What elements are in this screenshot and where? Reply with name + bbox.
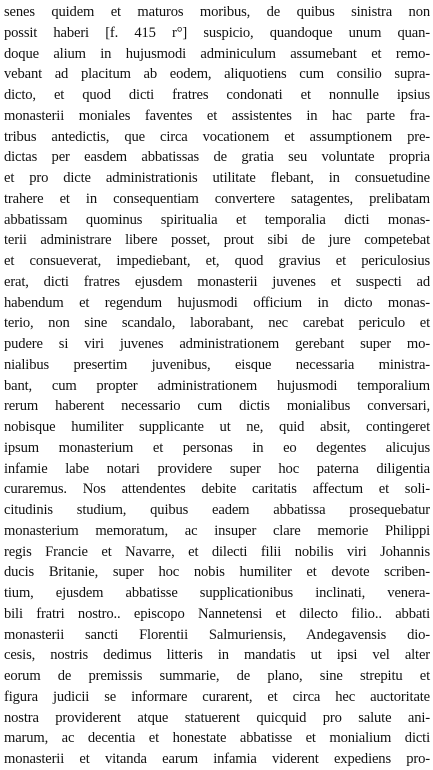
text-line: habendum et regendum hujusmodi officium in dicto monas- [4, 294, 430, 311]
text-line: figura judicii se informare curarent, et circa hec auctoritate [4, 688, 430, 705]
text-line: et pro dicte administrationis utilitate flebant, in consuetudine [4, 170, 430, 186]
text-line: bant, cum propter administrationem hujusmodi temporalium [4, 377, 430, 394]
text-line: pudere si viri juvenes administrationem gerebant super mo- [4, 336, 430, 352]
text-line: eorum de premissis summarie, de plano, sine strepitu et [4, 668, 430, 684]
text-line: nostra providerent atque statuerent quicquid pro salute ani- [4, 709, 430, 726]
text-line: dictas per easdem abbatissas de gratia seu voluntate propria [4, 149, 430, 166]
text-line: monasterium memoratum, ac insuper clare memorie Philippi [4, 522, 430, 539]
text-line: vebant ad placitum ab eodem, aliquotiens cum consilio supra- [4, 66, 430, 83]
text-line: tribus antedictis, que circa vocationem et assumptionem pre- [4, 128, 430, 145]
body-text [4, 2, 430, 770]
text-line: senes quidem et maturos moribus, de quibus sinistra non [4, 4, 430, 20]
text-line: nialibus presertim juvenibus, eisque necessaria ministra- [4, 356, 430, 373]
text-line: et consueverat, impediebant, et, quod gravius et periculosius [4, 253, 430, 269]
text-line: rerum haberent necessario cum dictis monialibus conversari, [4, 398, 430, 415]
text-line: cesis, nostris dedimus litteris in mandatis ut ipsi vel alter [4, 647, 430, 664]
text-line: ipsum monasterium et personas in eo degentes alicujus [4, 439, 430, 456]
text-line: erat, dicti fratres ejusdem monasterii juvenes et suspecti ad [4, 273, 430, 290]
text-line: ducis Britanie, super hoc nobis humiliter et devote scriben- [4, 564, 430, 581]
text-line: trahere et in consequentiam convertere satagentes, prelibatam [4, 190, 430, 207]
text-line: bili fratri nostro.. episcopo Nannetensi et dilecto filio.. abbati [4, 605, 430, 622]
text-line: dicto, et quod dicti fratres condonati et nonnulle ipsius [4, 87, 430, 103]
text-line: monasterii et vitanda earum infamia viderent expediens pro- [4, 751, 430, 767]
text-line: regis Francie et Navarre, et dilecti filii nobilis viri Johannis [4, 543, 430, 560]
text-line: possit haberi [f. 415 r°] suspicio, quandoque unum quan- [4, 24, 430, 41]
text-line: terii administrare libere posset, prout sibi de jure competebat [4, 232, 430, 249]
text-line: citudinis studium, quibus eadem abbatissa prosequebatur [4, 502, 430, 518]
text-line: monasterii moniales faventes et assistentes in hac parte fra- [4, 107, 430, 124]
text-line: nobisque humiliter supplicante ut ne, quid absit, contingeret [4, 419, 430, 435]
text-line: abbatissam quominus spiritualia et temporalia dicti monas- [4, 211, 430, 228]
text-line: infamie labe notari providere super hoc paterna diligentia [4, 460, 430, 477]
text-line: terio, non sine scandalo, laborabant, nec carebat periculo et [4, 315, 430, 332]
text-line: tium, ejusdem abbatisse supplicationibus inclinati, venera- [4, 585, 430, 601]
text-line: marum, ac decentia et honestate abbatisse et monialium dicti [4, 730, 430, 747]
text-line: monasterii sancti Florentii Salmuriensis, Andegavensis dio- [4, 626, 430, 643]
text-line: curaremus. Nos attendentes debite caritatis affectum et soli- [4, 481, 430, 498]
text-line: doque alium in hujusmodi adminiculum assumebant et remo- [4, 45, 430, 62]
